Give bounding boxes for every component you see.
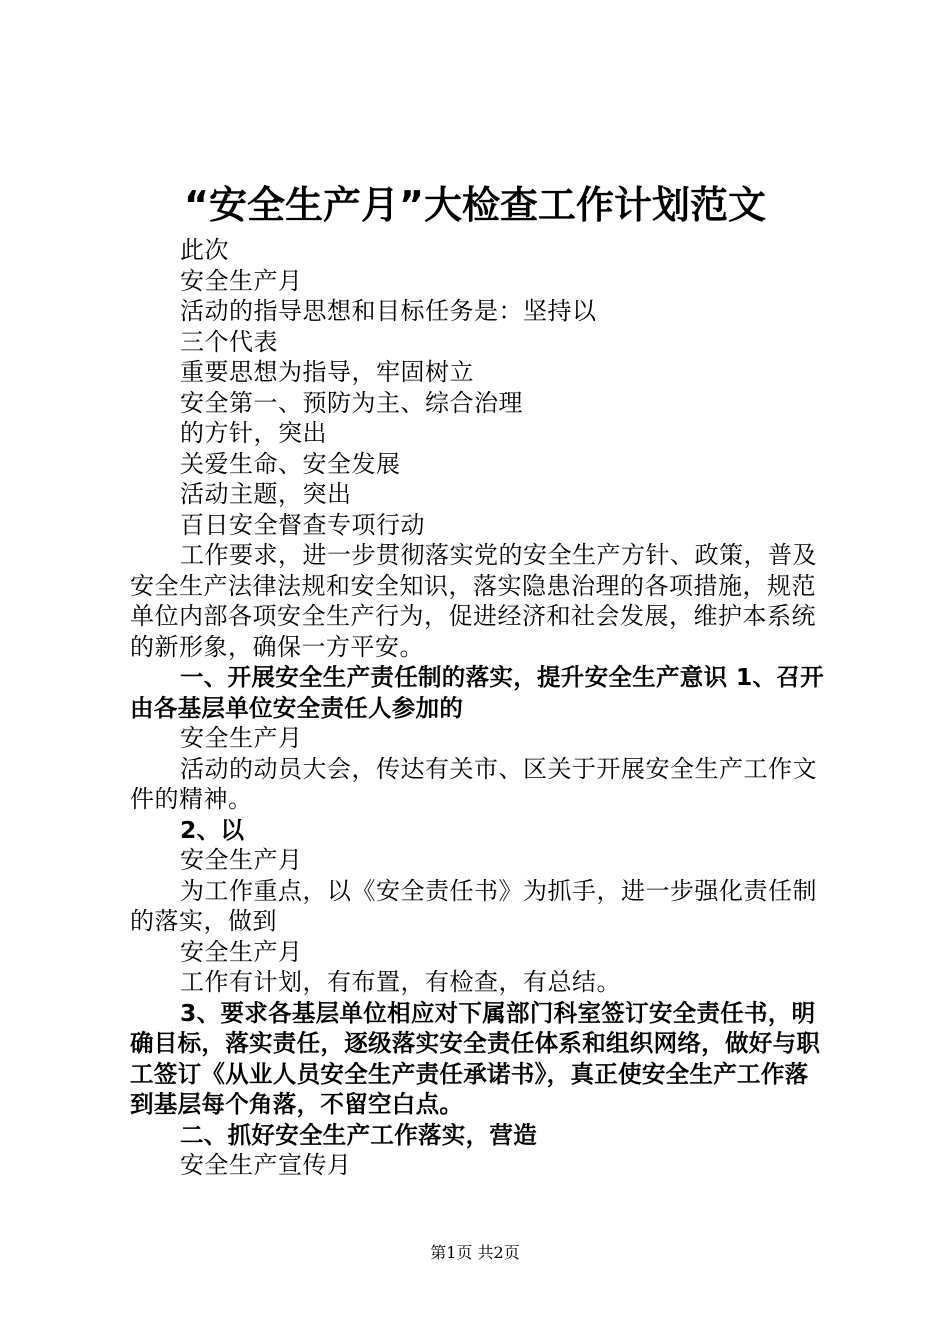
paragraph: 3、要求各基层单位相应对下属部门科室签订安全责任书，明确目标，落实责任，逐级落实安全责任体系和组织网络，做好与职工签订《从业人员安全生产责任承诺书》，真正使安全生产工作落到基层每个角落，不留空白点。 [130,998,821,1118]
paragraph: 活动的动员大会，传达有关市、区关于开展安全生产工作文件的精神。 [130,754,817,813]
paragraph: 重要思想为指导，牢固树立 [180,358,474,386]
paragraph: 安全生产宣传月 [180,1151,352,1179]
paragraph: 安全生产月 [180,266,303,295]
paragraph: 安全第一、预防为主、综合治理 [180,388,523,417]
paragraph: 二、抓好安全生产工作落实，营造 [180,1120,537,1149]
paragraph: 百日安全督查专项行动 [180,510,425,539]
paragraph: 此次 [180,236,229,264]
paragraph: 安全生产月 [180,846,303,874]
paragraph: 三个代表 [180,327,278,356]
document-body [130,235,830,1181]
paragraph: 安全生产月 [180,937,303,966]
paragraph: 活动主题，突出 [180,480,352,508]
paragraph: 为工作重点，以《安全责任书》为抓手，进一步强化责任制的落实，做到 [130,876,817,935]
document-title: “安全生产月”大检查工作计划范文 [184,183,766,227]
paragraph: 安全生产月 [180,724,303,752]
page-footer: 第1页 共2页 [430,1243,520,1262]
paragraph: 的方针，突出 [180,419,327,447]
paragraph: 工作要求，进一步贯彻落实党的安全生产方针、政策，普及安全生产法律法规和安全知识，落实隐患治理的各项措施，规范单位内部各项安全生产行为，促进经济和社会发展，维护本系统的新形象，确保一方平安。 [130,541,817,661]
paragraph: 一、开展安全生产责任制的落实，提升安全生产意识 1、召开由各基层单位安全责任人参加的 [130,663,824,722]
paragraph: 活动的指导思想和目标任务是：坚持以 [180,297,597,325]
paragraph: 工作有计划，有布置，有检查，有总结。 [180,968,621,996]
paragraph: 2、以 [180,815,245,844]
paragraph: 关爱生命、安全发展 [180,449,401,478]
